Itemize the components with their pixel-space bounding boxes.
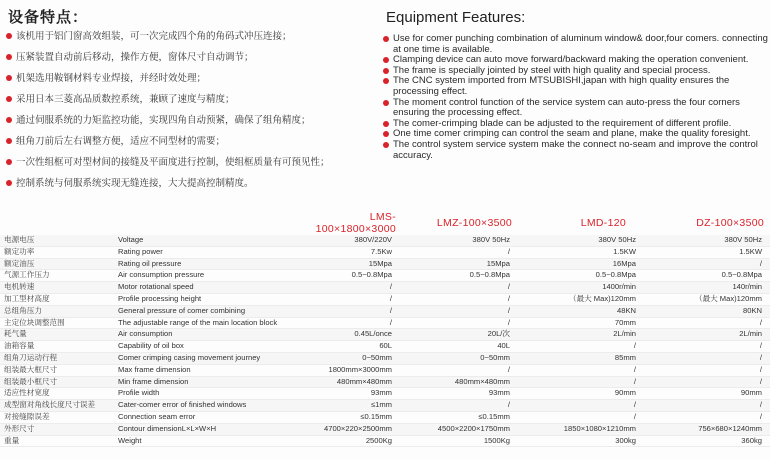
spec-row	[0, 317, 770, 329]
spec-value: 15Mpa	[400, 258, 518, 270]
spec-value: 90mm	[518, 388, 644, 400]
spec-label-en: Voltage	[118, 235, 298, 246]
bullet-icon	[6, 159, 12, 165]
feature-text: The CNC system imported from MTSUBISHI,japan with high quality ensures the processing effect.	[393, 75, 730, 97]
spec-value: 480mm×480mm	[400, 376, 518, 388]
english-features-heading: Equipment Features:	[386, 9, 526, 26]
spec-value: 0.5~0.8Mpa	[518, 270, 644, 282]
spec-value: 0.5~0.8Mpa	[298, 270, 400, 282]
spec-value: 20L/次	[400, 329, 518, 341]
spec-label-en: Profile width	[118, 388, 298, 400]
feature-item	[383, 34, 768, 55]
feature-text: Use for comer punching combination of aluminum window& door,four comers. connecting at one time is available.	[393, 33, 768, 55]
feature-text: 机架选用鞍钢材料专业焊接，并经时效处理；	[16, 73, 207, 84]
spec-label-cn: 额定油压	[0, 258, 118, 270]
bullet-icon	[383, 36, 389, 42]
feature-item	[6, 72, 376, 93]
spec-value: 93mm	[298, 388, 400, 400]
spec-value: 93mm	[400, 388, 518, 400]
bullet-icon	[6, 180, 12, 186]
bullet-icon	[383, 121, 389, 127]
english-feature-list	[383, 34, 768, 161]
spec-row	[0, 305, 770, 317]
feature-text: 该机用于铝门窗高效组装，可一次完成四个角的角码式冲压连接；	[16, 31, 292, 42]
spec-value: /	[298, 317, 400, 329]
spec-label-en: Capability of oil box	[118, 341, 298, 353]
spec-label-cn: 额定功率	[0, 246, 118, 258]
spec-value: /	[400, 246, 518, 258]
spec-value: /	[298, 293, 400, 305]
spec-row	[0, 435, 770, 447]
spec-label-cn: 成型窗对角线长度尺寸误差	[0, 400, 118, 412]
bullet-icon	[383, 57, 389, 63]
spec-value: /	[644, 258, 770, 270]
specification-table	[0, 211, 770, 447]
spec-value: 1800mm×3000mm	[298, 364, 400, 376]
spec-row	[0, 411, 770, 423]
feature-item	[6, 135, 376, 156]
model-header: LMZ-100×3500	[436, 217, 512, 229]
feature-text: The control system service system make the connect no-seam and improve the control accuracy.	[393, 138, 758, 161]
spec-value: /	[644, 341, 770, 353]
spec-row	[0, 293, 770, 305]
spec-label-cn: 电源电压	[0, 235, 118, 246]
spec-label-en: Air consumption pressure	[118, 270, 298, 282]
chinese-feature-list	[6, 30, 376, 198]
spec-label-en: Profile processing height	[118, 293, 298, 305]
spec-label-cn: 组装最小框尺寸	[0, 376, 118, 388]
spec-value: 140r/min	[644, 282, 770, 294]
spec-label-en: The adjustable range of the main location block	[118, 317, 298, 329]
spec-value: 1.5KW	[644, 246, 770, 258]
spec-value: /	[400, 282, 518, 294]
feature-item	[6, 30, 376, 51]
spec-value: /	[644, 364, 770, 376]
bullet-icon	[6, 117, 12, 123]
spec-label-cn: 对接缝隙误差	[0, 411, 118, 423]
spec-value: /	[298, 305, 400, 317]
spec-row	[0, 235, 770, 246]
spec-label-en: General pressure of comer combining	[118, 305, 298, 317]
spec-row	[0, 376, 770, 388]
spec-label-cn: 组角刀运动行程	[0, 352, 118, 364]
spec-label-cn: 总组角压力	[0, 305, 118, 317]
spec-row	[0, 423, 770, 435]
spec-value: 0~50mm	[400, 352, 518, 364]
spec-value: /	[644, 411, 770, 423]
spec-row	[0, 246, 770, 258]
bullet-icon	[383, 78, 389, 84]
feature-text: 一次性组框可对型材间的接缝及平面度进行控制，使组框质量有可预见性；	[16, 157, 330, 168]
spec-label-en: Rating oil pressure	[118, 258, 298, 270]
spec-label-cn: 加工型材高度	[0, 293, 118, 305]
spec-row	[0, 400, 770, 412]
chinese-features-heading: 设备特点：	[8, 9, 89, 26]
spec-value: 70mm	[518, 317, 644, 329]
spec-value: 85mm	[518, 352, 644, 364]
spec-value: 0.5~0.8Mpa	[644, 270, 770, 282]
spec-value: 48KN	[518, 305, 644, 317]
spec-value: 380V 50Hz	[400, 235, 518, 246]
spec-value: 0.45L/once	[298, 329, 400, 341]
spec-row	[0, 341, 770, 353]
spec-value: 756×680×1240mm	[644, 423, 770, 435]
spec-value: （最大 Max)120mm	[644, 293, 770, 305]
spec-value: /	[644, 376, 770, 388]
spec-label-en: Connection seam error	[118, 411, 298, 423]
spec-value: /	[400, 400, 518, 412]
spec-value: /	[400, 293, 518, 305]
spec-value: 1850×1080×1210mm	[518, 423, 644, 435]
bullet-icon	[6, 96, 12, 102]
spec-value: 4500×2200×1750mm	[400, 423, 518, 435]
spec-value: /	[644, 352, 770, 364]
bullet-icon	[6, 33, 12, 39]
spec-value: 380V/220V	[298, 235, 400, 246]
spec-row	[0, 270, 770, 282]
spec-label-en: Cater-comer error of finished windows	[118, 400, 298, 412]
spec-label-cn: 耗气量	[0, 329, 118, 341]
spec-value: /	[400, 305, 518, 317]
spec-label-en: Motor rotational speed	[118, 282, 298, 294]
spec-value: 380V 50Hz	[518, 235, 644, 246]
spec-value: 40L	[400, 341, 518, 353]
bullet-icon	[383, 142, 389, 148]
spec-value: 60L	[298, 341, 400, 353]
model-header: LMS-100×1800×3000	[315, 211, 396, 235]
spec-label-cn: 电机转速	[0, 282, 118, 294]
spec-value: /	[518, 364, 644, 376]
spec-value: /	[518, 376, 644, 388]
feature-text: The frame is specially jointed by steel with high quality and special process.	[393, 64, 711, 76]
model-header-row	[0, 211, 770, 235]
spec-label-cn: 油箱容量	[0, 341, 118, 353]
spec-value: 0~50mm	[298, 352, 400, 364]
spec-value: ≤0.15mm	[298, 411, 400, 423]
spec-value: /	[298, 282, 400, 294]
model-header: LMD-120	[580, 217, 626, 229]
bullet-icon	[383, 131, 389, 137]
spec-row	[0, 329, 770, 341]
spec-value: 16Mpa	[518, 258, 644, 270]
spec-label-cn: 重量	[0, 435, 118, 447]
spec-row	[0, 258, 770, 270]
feature-text: Clamping device can auto move forward/backward making the operation convenient.	[393, 54, 749, 66]
spec-value: 1400r/min	[518, 282, 644, 294]
feature-item	[6, 114, 376, 135]
feature-text: One time comer crimping can control the seam and plane, make the quality foresight.	[393, 128, 751, 140]
feature-text: 组角刀前后左右调整方便，适应不同型材的需要；	[16, 136, 226, 147]
spec-value: /	[644, 400, 770, 412]
spec-row	[0, 388, 770, 400]
spec-value: （最大 Max)120mm	[518, 293, 644, 305]
feature-item	[383, 140, 768, 161]
spec-value: 1.5KW	[518, 246, 644, 258]
spec-value: 2500Kg	[298, 435, 400, 447]
spec-value: /	[400, 317, 518, 329]
spec-row	[0, 282, 770, 294]
spec-row	[0, 364, 770, 376]
spec-value: /	[518, 400, 644, 412]
feature-text: 控制系统与伺服系统实现无缝连接，大大提高控制精度。	[16, 178, 254, 189]
spec-label-cn: 外形尺寸	[0, 423, 118, 435]
header-blank	[0, 211, 298, 235]
spec-label-en: Contour dimensionL×L×W×H	[118, 423, 298, 435]
feature-text: 通过伺服系统的力矩监控功能，实现四角自动预紧，确保了组角精度；	[16, 115, 311, 126]
spec-label-en: Rating power	[118, 246, 298, 258]
spec-value: 380V 50Hz	[644, 235, 770, 246]
feature-item	[6, 177, 376, 198]
feature-item	[6, 93, 376, 114]
bullet-icon	[6, 138, 12, 144]
feature-text: 采用日本三菱高品质数控系统，兼顾了速度与精度；	[16, 94, 235, 105]
spec-value: 7.5Kw	[298, 246, 400, 258]
feature-text: The comer-crimping blade can be adjusted to the requirement of different profile.	[393, 117, 732, 129]
model-header: DZ-100×3500	[696, 217, 764, 229]
feature-item	[6, 156, 376, 177]
spec-value: 1500Kg	[400, 435, 518, 447]
spec-value: 360kg	[644, 435, 770, 447]
feature-text: 压紧装置自动前后移动，操作方便，窗体尺寸自动调节；	[16, 52, 254, 63]
spec-label-cn: 适应性材宽度	[0, 388, 118, 400]
spec-label-cn: 气源工作压力	[0, 270, 118, 282]
spec-value: 90mm	[644, 388, 770, 400]
spec-label-cn: 组装最大框尺寸	[0, 364, 118, 376]
spec-value: 480mm×480mm	[298, 376, 400, 388]
feature-item	[6, 51, 376, 72]
spec-value: 300kg	[518, 435, 644, 447]
spec-label-en: Comer crimping casing movement journey	[118, 352, 298, 364]
spec-value: 15Mpa	[298, 258, 400, 270]
spec-label-en: Max frame dimension	[118, 364, 298, 376]
feature-text: The moment control function of the service system can auto-press the four corners ensuring the processing effect.	[393, 96, 740, 119]
spec-value: /	[518, 341, 644, 353]
spec-label-en: Min frame dimension	[118, 376, 298, 388]
spec-value: 2L/min	[644, 329, 770, 341]
bullet-icon	[383, 68, 389, 74]
bullet-icon	[6, 75, 12, 81]
spec-value: 80KN	[644, 305, 770, 317]
spec-value: /	[400, 364, 518, 376]
spec-value: ≤1mm	[298, 400, 400, 412]
spec-row	[0, 352, 770, 364]
spec-label-en: Weight	[118, 435, 298, 447]
spec-label-en: Air consumption	[118, 329, 298, 341]
spec-value: 4700×220×2500mm	[298, 423, 400, 435]
bullet-icon	[6, 54, 12, 60]
spec-value: 2L/min	[518, 329, 644, 341]
bullet-icon	[383, 100, 389, 106]
feature-item	[383, 98, 768, 119]
spec-value: /	[518, 411, 644, 423]
spec-label-cn: 主定位块调整范围	[0, 317, 118, 329]
spec-value: 0.5~0.8Mpa	[400, 270, 518, 282]
spec-value: /	[644, 317, 770, 329]
feature-item	[383, 76, 768, 97]
spec-value: ≤0.15mm	[400, 411, 518, 423]
